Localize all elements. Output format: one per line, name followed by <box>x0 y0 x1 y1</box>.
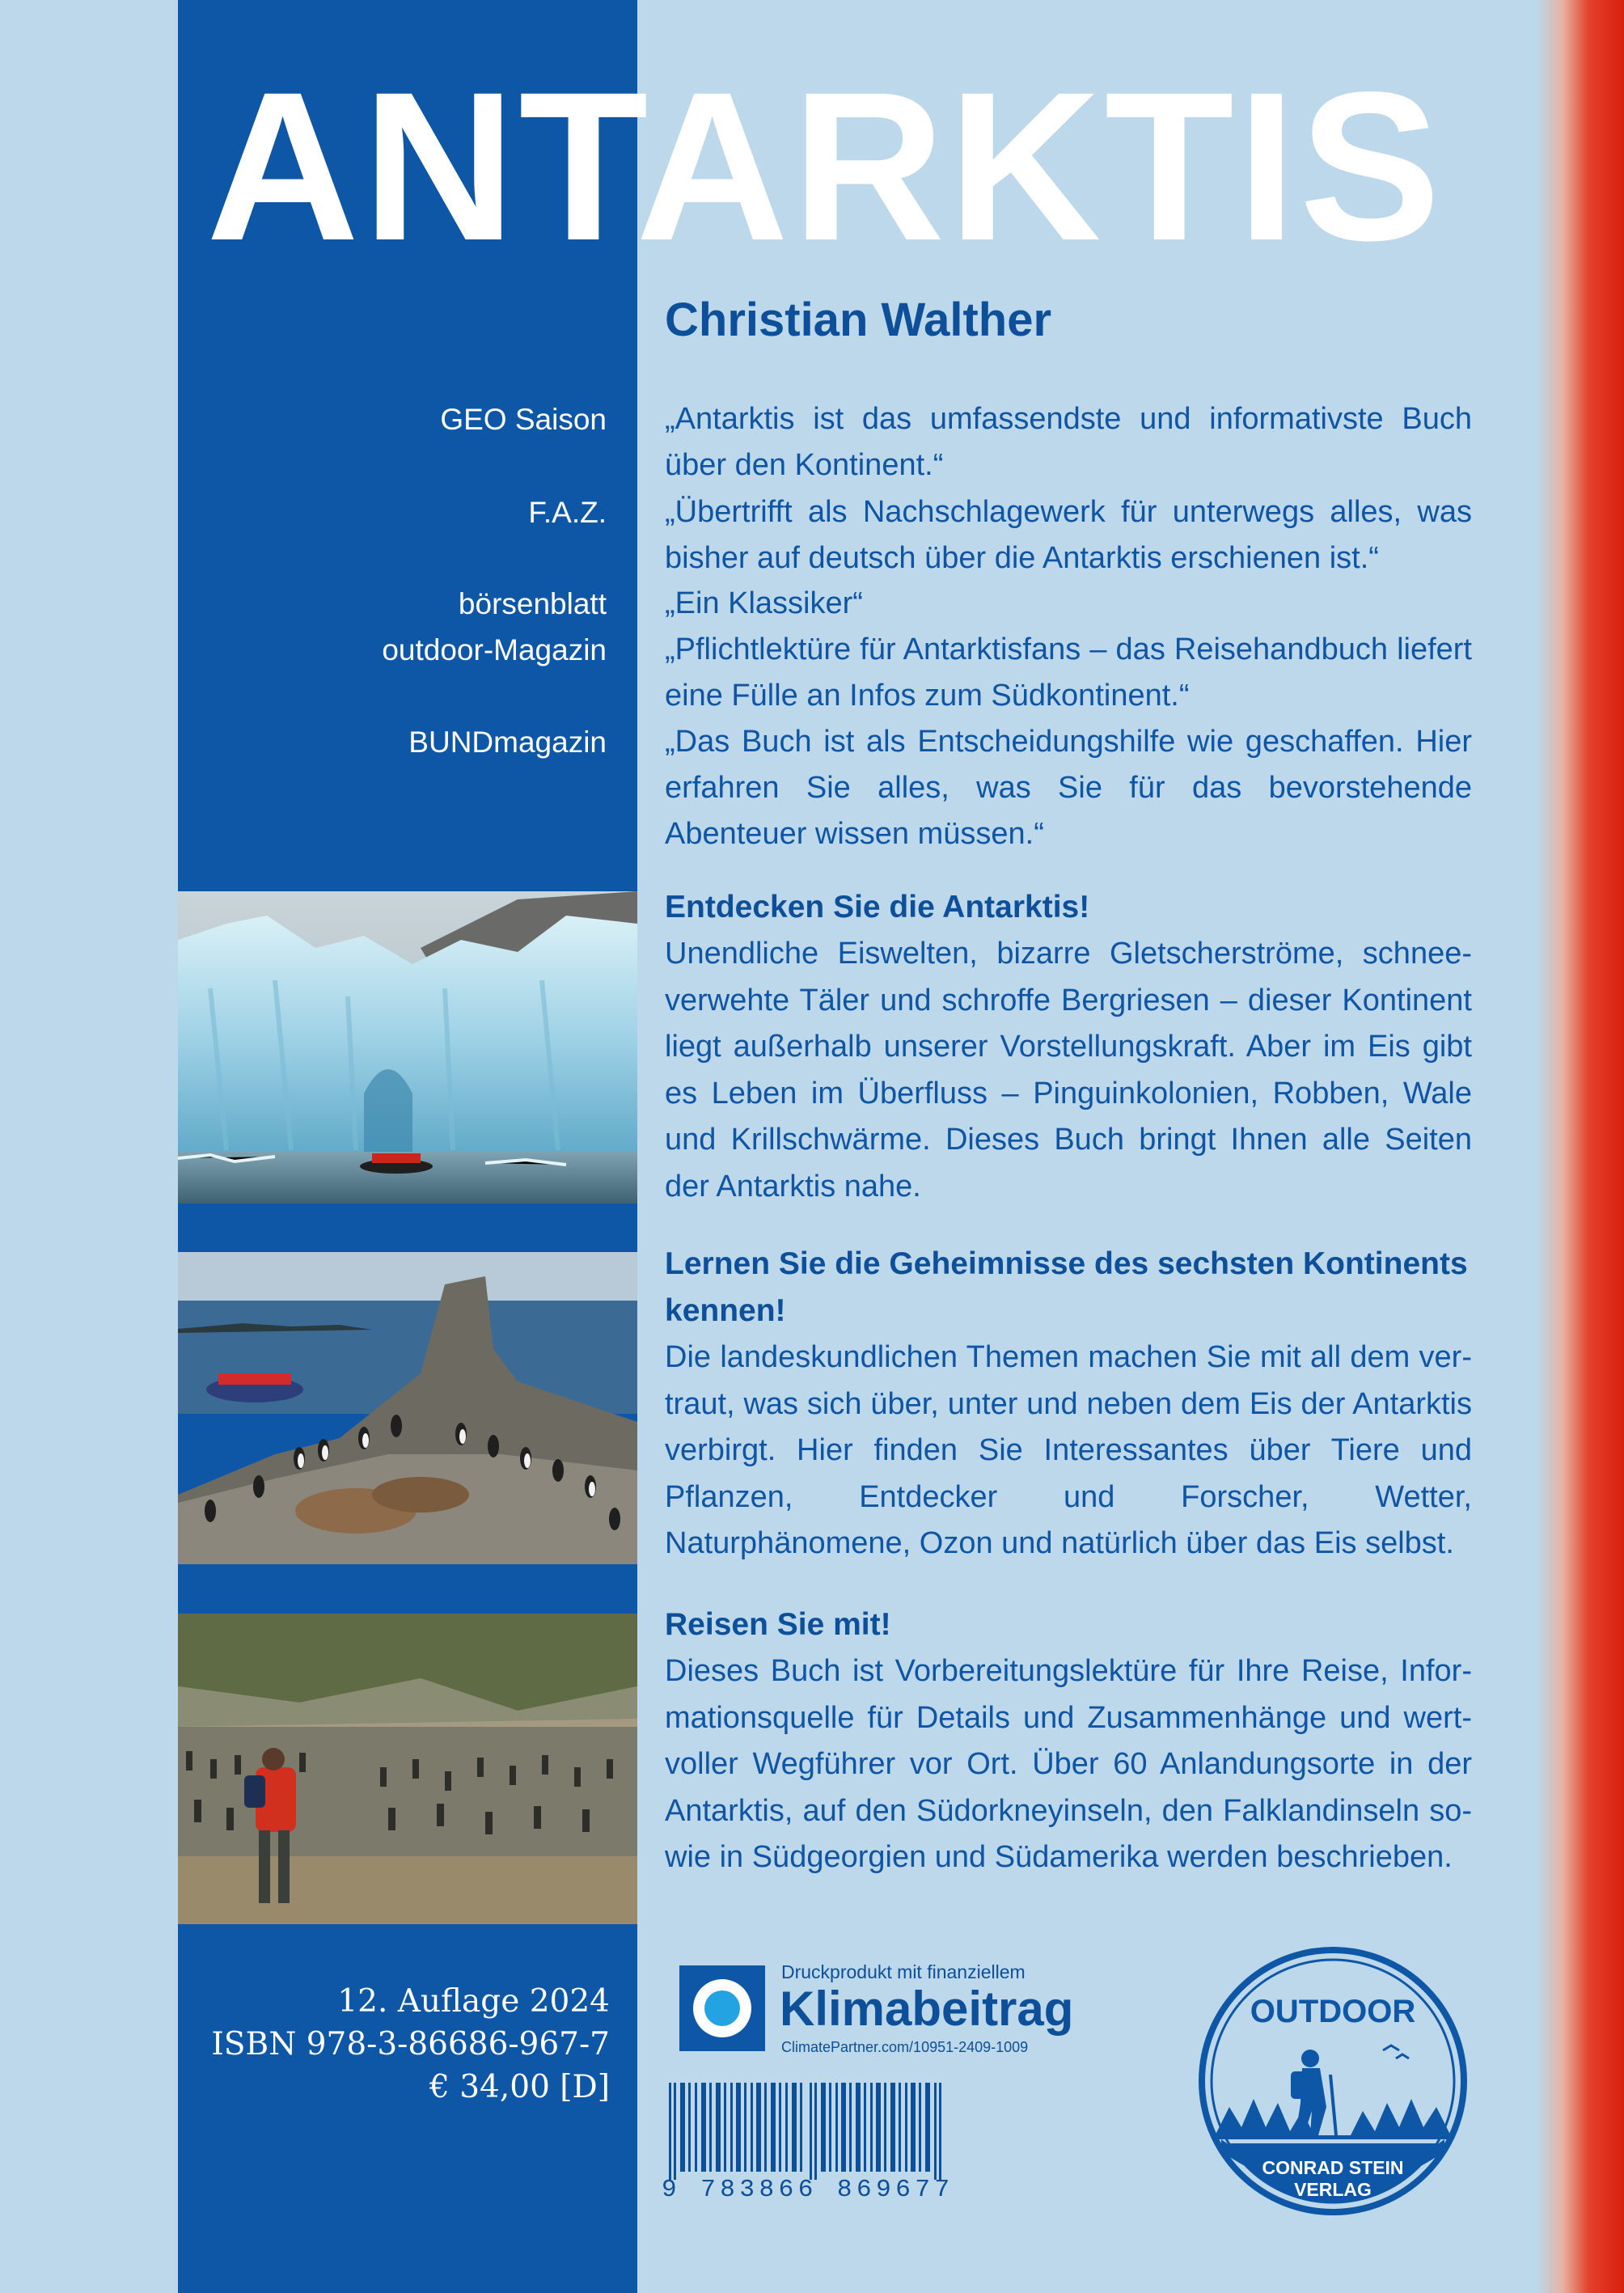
section-heading: Reisen Sie mit! <box>665 1607 891 1642</box>
price-text: € 34,00 [D] <box>429 2069 610 2105</box>
review-quote: „Ein Klassiker“ <box>665 586 863 620</box>
climate-small-text: Druckprodukt mit finanziellem <box>781 1961 1026 1982</box>
review-source: F.A.Z. <box>528 496 607 529</box>
edition-text: 12. Auflage 2024 <box>337 1983 610 2020</box>
review-quote: „Übertrifft als Nachschlagewerk für unterwegs alles, was bisher auf deutsch über die Antarktis erschienen ist.“ <box>665 495 1472 575</box>
publisher-badge <box>1197 1945 1469 2217</box>
edition-info <box>210 1980 610 2109</box>
section-heading: Entdecken Sie die Antarktis! <box>665 890 1090 924</box>
section-body: Unendliche Eiswelten, bizarre Gletscherströme, schneeverwehte Täler und schroffe Bergriesen – dieser Kontinent liegt außerhalb unserer Vorstellungskraft. Aber im Eis gibt es Leben im Überfluss – Pinguinkolonien, Robben, Wale und Krillschwärme. Dieses Buch bringt Ihnen alle Seiten der Antarktis nahe. <box>665 937 1472 1204</box>
climate-big-text: Klimabeitrag <box>780 1982 1074 2036</box>
review-source: börsenblatt <box>458 587 607 620</box>
penguin-colony-photo <box>178 1614 637 1924</box>
climate-label <box>679 1961 1132 2058</box>
spine-edge <box>1537 0 1624 2293</box>
book-title: ANTARKTIS <box>206 48 1444 285</box>
climate-url-text: ClimatePartner.com/10951-2409-1009 <box>781 2039 1029 2055</box>
barcode-digits: 9 783866 869677 <box>662 2176 954 2204</box>
badge-top-text: OUTDOOR <box>1250 1994 1416 2029</box>
review-source: GEO Saison <box>440 403 607 436</box>
section-heading: Lernen Sie die Geheimnisse des sechsten Kontinents kennen! <box>665 1246 1468 1328</box>
review-source: outdoor-Magazin <box>382 633 607 666</box>
climate-logo-icon <box>679 1965 765 2051</box>
review-source: BUNDmagazin <box>408 726 607 759</box>
isbn-text: ISBN 978-3-86686-967-7 <box>211 2026 610 2062</box>
section-body: Dieses Buch ist Vorbereitungslektüre für Ihre Reise, Informationsquelle für Details und Zusammenhänge und wertvoller Wegführer vor Ort. Über 60 Anlandungsorte in der Antarktis, auf den Südorkneyinseln, den Falklandinseln sowie in Südgeorgien und Südamerika werden beschrieben. <box>665 1654 1472 1874</box>
glacier-photo <box>178 891 637 1204</box>
review-quote: „Antarktis ist das umfassendste und informativste Buch über den Kontinent.“ <box>665 402 1472 482</box>
review-quote: „Das Buch ist als Entscheidungshilfe wie geschaffen. Hier erfahren Sie alles, was Sie für das bevorstehende Abenteuer wissen müssen.“ <box>665 725 1472 851</box>
review-quote: „Pflichtlektüre für Antarktisfans – das Reisehandbuch liefert eine Fülle an Infos zum Südkontinent.“ <box>665 632 1472 713</box>
badge-publisher-line1: CONRAD STEIN <box>1262 2157 1404 2178</box>
author-name: Christian Walther <box>665 294 1052 346</box>
badge-publisher-line2: VERLAG <box>1294 2179 1372 2200</box>
section-body: Die landeskundlichen Themen machen Sie mit all dem vertraut, was sich über, unter und neben dem Eis der Antarktis verbirgt. Hier finden Sie Interessantes über Tiere und Pflanzen, Entdecker und Forscher, Wetter, Naturphänomene, Ozon und natürlich über das Eis selbst. <box>665 1340 1472 1560</box>
penguin-rock-photo <box>178 1252 637 1564</box>
